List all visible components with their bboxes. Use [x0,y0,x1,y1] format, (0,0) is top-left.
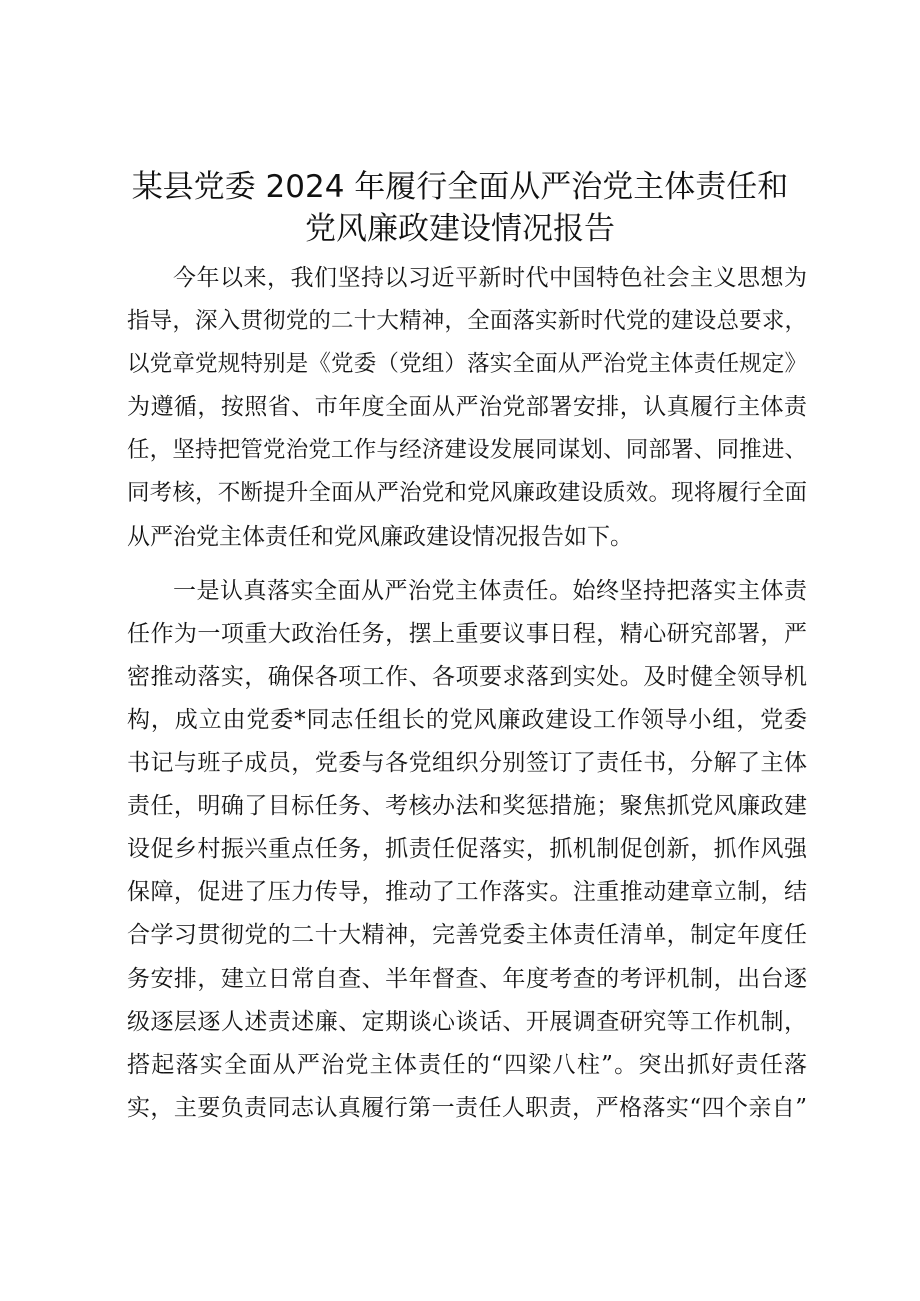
paragraph-line: 合学习贯彻党的二十大精神，完善党委主体责任清单，制定年度任 [127,922,807,949]
paragraph-line: 密推动落实，确保各项工作、各项要求落到实处。及时健全领导机 [127,663,807,690]
paragraph-line: 同考核，不断提升全面从严治党和党风廉政建设质效。现将履行全面 [127,480,807,507]
paragraph-spacer [127,559,807,570]
document-body [127,257,807,1130]
paragraph-line: 任，坚持把管党治党工作与经济建设发展同谋划、同部署、同推进、 [127,437,807,464]
title-line-2: 党风廉政建设情况报告 [305,211,615,247]
paragraph-1 [127,257,807,559]
document-title [100,166,820,250]
paragraph-line: 今年以来，我们坚持以习近平新时代中国特色社会主义思想为 [173,265,807,291]
paragraph-line: 级逐层逐人述责述廉、定期谈心谈话、开展调查研究等工作机制， [127,1008,807,1035]
paragraph-2 [127,570,807,1130]
paragraph-line: 从严治党主体责任和党风廉政建设情况报告如下。 [127,523,633,550]
title-line-1: 某县党委 2024 年履行全面从严治党主体责任和 [131,169,789,205]
paragraph-line: 搭起落实全面从严治党主体责任的“四梁八柱”。突出抓好责任落 [127,1051,807,1078]
paragraph-line: 设促乡村振兴重点任务，抓责任促落实，抓机制促创新，抓作风强 [127,836,807,863]
paragraph-line: 指导，深入贯彻党的二十大精神，全面落实新时代党的建设总要求， [127,308,807,335]
paragraph-line: 书记与班子成员，党委与各党组织分别签订了责任书，分解了主体 [127,750,807,777]
paragraph-line: 构，成立由党委*同志任组长的党风廉政建设工作领导小组，党委 [127,706,807,733]
paragraph-line: 责任，明确了目标任务、考核办法和奖惩措施；聚焦抓党风廉政建 [127,793,807,820]
paragraph-line: 保障，促进了压力传导，推动了工作落实。注重推动建章立制，结 [127,879,807,906]
paragraph-line: 务安排，建立日常自查、半年督查、年度考查的考评机制，出台逐 [127,965,807,992]
paragraph-line: 任作为一项重大政治任务，摆上重要议事日程，精心研究部署，严 [127,620,807,647]
paragraph-line: 以党章党规特别是《党委（党组）落实全面从严治党主体责任规定》 [127,351,807,378]
paragraph-line: 为遵循，按照省、市年度全面从严治党部署安排，认真履行主体责 [127,394,807,421]
paragraph-line: 实，主要负责同志认真履行第一责任人职责，严格落实“四个亲自” [127,1094,807,1121]
paragraph-line: 一是认真落实全面从严治党主体责任。始终坚持把落实主体责 [173,577,807,604]
